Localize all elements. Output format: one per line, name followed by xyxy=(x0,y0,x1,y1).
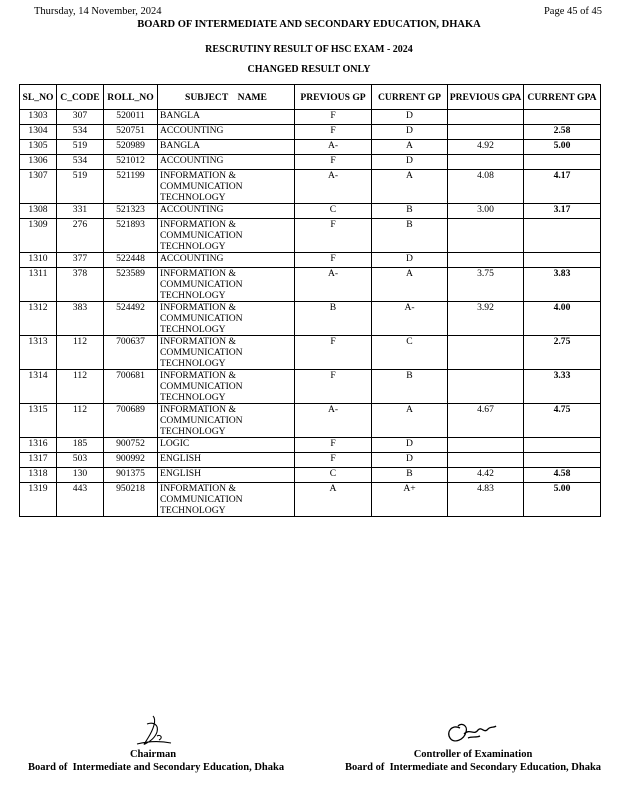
c-code-cell: 307 xyxy=(57,110,104,125)
sl-no-cell: 1311 xyxy=(20,268,57,302)
current-gp-cell: D xyxy=(372,125,448,140)
previous-gp-cell: F xyxy=(295,336,372,370)
subject-cell xyxy=(158,170,295,204)
table-header-row xyxy=(20,85,601,110)
subject-cell xyxy=(158,155,295,170)
current-gpa-cell: 5.00 xyxy=(524,483,601,517)
current-gp-cell: C xyxy=(372,336,448,370)
chairman-organization: Board of Intermediate and Secondary Education, Dhaka xyxy=(28,762,285,773)
current-gp-cell: B xyxy=(372,204,448,219)
controller-signature-icon xyxy=(438,714,508,748)
c-code-cell: 112 xyxy=(57,370,104,404)
subject-line: ACCOUNTING xyxy=(160,253,224,264)
table-row xyxy=(20,302,601,336)
previous-gp-cell: F xyxy=(295,219,372,253)
current-gpa-cell: 5.00 xyxy=(524,140,601,155)
roll-no-cell: 901375 xyxy=(104,468,158,483)
subject-line: TECHNOLOGY xyxy=(160,241,226,252)
current-gp-cell: A xyxy=(372,404,448,438)
col-subject-name: SUBJECT NAME xyxy=(158,85,295,110)
sl-no-cell: 1305 xyxy=(20,140,57,155)
subject-line: INFORMATION & xyxy=(160,219,236,230)
table-row xyxy=(20,219,601,253)
sl-no-cell: 1310 xyxy=(20,253,57,268)
subject-cell xyxy=(158,453,295,468)
previous-gp-cell: B xyxy=(295,302,372,336)
table-row xyxy=(20,370,601,404)
roll-no-cell: 700681 xyxy=(104,370,158,404)
subject-line: COMMUNICATION xyxy=(160,381,243,392)
c-code-cell: 185 xyxy=(57,438,104,453)
c-code-cell: 378 xyxy=(57,268,104,302)
col-current-gp: CURRENT GP xyxy=(372,85,448,110)
previous-gp-cell: F xyxy=(295,155,372,170)
current-gp-cell: D xyxy=(372,110,448,125)
sl-no-cell: 1303 xyxy=(20,110,57,125)
page-number: Page 45 of 45 xyxy=(543,6,602,17)
col-current-gpa: CURRENT GPA xyxy=(524,85,601,110)
previous-gp-cell: F xyxy=(295,370,372,404)
c-code-cell: 503 xyxy=(57,453,104,468)
subject-line: INFORMATION & xyxy=(160,302,236,313)
current-gpa-cell xyxy=(524,110,601,125)
table-row xyxy=(20,155,601,170)
chairman-title: Chairman xyxy=(129,749,177,760)
col-c-code: C_CODE xyxy=(57,85,104,110)
previous-gp-cell: A- xyxy=(295,268,372,302)
current-gpa-cell xyxy=(524,453,601,468)
subject-line: TECHNOLOGY xyxy=(160,426,226,437)
c-code-cell: 383 xyxy=(57,302,104,336)
table-row xyxy=(20,204,601,219)
subject-cell xyxy=(158,219,295,253)
subject-line: TECHNOLOGY xyxy=(160,392,226,403)
previous-gpa-cell xyxy=(448,253,524,268)
current-gp-cell: A- xyxy=(372,302,448,336)
current-gp-cell: A xyxy=(372,268,448,302)
previous-gp-cell: F xyxy=(295,253,372,268)
col-previous-gpa: PREVIOUS GPA xyxy=(448,85,524,110)
roll-no-cell: 700637 xyxy=(104,336,158,370)
subject-line: INFORMATION & xyxy=(160,404,236,415)
subject-cell xyxy=(158,404,295,438)
current-gp-cell: B xyxy=(372,370,448,404)
current-gp-cell: A xyxy=(372,170,448,204)
subject-line: BANGLA xyxy=(160,110,200,121)
roll-no-cell: 900752 xyxy=(104,438,158,453)
previous-gp-cell: A- xyxy=(295,404,372,438)
subject-cell xyxy=(158,140,295,155)
subject-line: BANGLA xyxy=(160,140,200,151)
roll-no-cell: 521323 xyxy=(104,204,158,219)
current-gpa-cell xyxy=(524,155,601,170)
subject-cell xyxy=(158,253,295,268)
previous-gpa-cell: 4.92 xyxy=(448,140,524,155)
roll-no-cell: 950218 xyxy=(104,483,158,517)
current-gp-cell: B xyxy=(372,468,448,483)
previous-gpa-cell xyxy=(448,336,524,370)
previous-gpa-cell xyxy=(448,155,524,170)
roll-no-cell: 520989 xyxy=(104,140,158,155)
c-code-cell: 519 xyxy=(57,140,104,155)
c-code-cell: 331 xyxy=(57,204,104,219)
subject-line: COMMUNICATION xyxy=(160,347,243,358)
previous-gpa-cell xyxy=(448,125,524,140)
subject-line: TECHNOLOGY xyxy=(160,505,226,516)
c-code-cell: 519 xyxy=(57,170,104,204)
roll-no-cell: 521893 xyxy=(104,219,158,253)
subject-cell xyxy=(158,370,295,404)
roll-no-cell: 520011 xyxy=(104,110,158,125)
sl-no-cell: 1318 xyxy=(20,468,57,483)
c-code-cell: 112 xyxy=(57,404,104,438)
roll-no-cell: 524492 xyxy=(104,302,158,336)
results-table xyxy=(19,84,601,517)
roll-no-cell: 521199 xyxy=(104,170,158,204)
result-title-suffix: EXAM - 2024 xyxy=(351,44,413,55)
col-previous-gp: PREVIOUS GP xyxy=(295,85,372,110)
subject-cell xyxy=(158,468,295,483)
c-code-cell: 130 xyxy=(57,468,104,483)
previous-gp-cell: F xyxy=(295,438,372,453)
previous-gp-cell: F xyxy=(295,125,372,140)
roll-no-cell: 700689 xyxy=(104,404,158,438)
previous-gpa-cell: 3.92 xyxy=(448,302,524,336)
current-gp-cell: A+ xyxy=(372,483,448,517)
col-sl-no: SL_NO xyxy=(20,85,57,110)
subject-cell xyxy=(158,268,295,302)
previous-gpa-cell: 4.08 xyxy=(448,170,524,204)
sl-no-cell: 1309 xyxy=(20,219,57,253)
previous-gp-cell: F xyxy=(295,110,372,125)
current-gpa-cell: 4.75 xyxy=(524,404,601,438)
table-row xyxy=(20,253,601,268)
current-gp-cell: D xyxy=(372,253,448,268)
current-gp-cell: D xyxy=(372,438,448,453)
subject-line: TECHNOLOGY xyxy=(160,192,226,203)
previous-gp-cell: C xyxy=(295,468,372,483)
table-row xyxy=(20,336,601,370)
roll-no-cell: 522448 xyxy=(104,253,158,268)
current-gp-cell: A xyxy=(372,140,448,155)
previous-gpa-cell: 3.75 xyxy=(448,268,524,302)
print-date: Thursday, 14 November, 2024 xyxy=(34,6,162,17)
table-row xyxy=(20,404,601,438)
roll-no-cell: 521012 xyxy=(104,155,158,170)
previous-gpa-cell xyxy=(448,453,524,468)
table-row xyxy=(20,453,601,468)
roll-no-cell: 523589 xyxy=(104,268,158,302)
exam-name: HSC xyxy=(330,44,352,55)
controller-title: Controller of Examination xyxy=(413,749,533,760)
previous-gp-cell: A- xyxy=(295,140,372,155)
current-gpa-cell: 3.17 xyxy=(524,204,601,219)
table-row xyxy=(20,438,601,453)
previous-gpa-cell: 3.00 xyxy=(448,204,524,219)
subject-line: TECHNOLOGY xyxy=(160,324,226,335)
table-row xyxy=(20,468,601,483)
previous-gp-cell: C xyxy=(295,204,372,219)
col-roll-no: ROLL_NO xyxy=(104,85,158,110)
chairman-signature-block xyxy=(28,714,285,774)
previous-gpa-cell xyxy=(448,438,524,453)
c-code-cell: 276 xyxy=(57,219,104,253)
subject-line: TECHNOLOGY xyxy=(160,358,226,369)
subject-line: INFORMATION & xyxy=(160,268,236,279)
c-code-cell: 112 xyxy=(57,336,104,370)
current-gpa-cell xyxy=(524,438,601,453)
subject-line: ACCOUNTING xyxy=(160,204,224,215)
sl-no-cell: 1306 xyxy=(20,155,57,170)
subject-line: COMMUNICATION xyxy=(160,181,243,192)
c-code-cell: 534 xyxy=(57,155,104,170)
controller-organization: Board of Intermediate and Secondary Education, Dhaka xyxy=(344,762,602,773)
previous-gpa-cell: 4.67 xyxy=(448,404,524,438)
sl-no-cell: 1316 xyxy=(20,438,57,453)
table-row xyxy=(20,483,601,517)
current-gpa-cell: 4.58 xyxy=(524,468,601,483)
sl-no-cell: 1317 xyxy=(20,453,57,468)
subject-cell xyxy=(158,483,295,517)
roll-no-cell: 520751 xyxy=(104,125,158,140)
subject-cell xyxy=(158,110,295,125)
current-gpa-cell: 2.58 xyxy=(524,125,601,140)
subject-line: INFORMATION & xyxy=(160,170,236,181)
subject-line: INFORMATION & xyxy=(160,370,236,381)
subject-cell xyxy=(158,302,295,336)
sl-no-cell: 1308 xyxy=(20,204,57,219)
subject-line: ENGLISH xyxy=(160,468,202,479)
table-row xyxy=(20,170,601,204)
sl-no-cell: 1315 xyxy=(20,404,57,438)
current-gpa-cell: 3.83 xyxy=(524,268,601,302)
subject-cell xyxy=(158,204,295,219)
chairman-signature-icon xyxy=(123,714,183,748)
current-gpa-cell: 2.75 xyxy=(524,336,601,370)
subject-line: ENGLISH xyxy=(160,453,202,464)
subject-cell xyxy=(158,336,295,370)
current-gp-cell: D xyxy=(372,155,448,170)
subject-line: COMMUNICATION xyxy=(160,415,243,426)
current-gp-cell: B xyxy=(372,219,448,253)
subject-line: TECHNOLOGY xyxy=(160,290,226,301)
current-gp-cell: D xyxy=(372,453,448,468)
changed-result-subtitle: CHANGED RESULT ONLY xyxy=(247,64,371,75)
current-gpa-cell: 4.17 xyxy=(524,170,601,204)
controller-signature-block xyxy=(344,714,602,774)
sl-no-cell: 1307 xyxy=(20,170,57,204)
subject-line: INFORMATION & xyxy=(160,483,236,494)
c-code-cell: 443 xyxy=(57,483,104,517)
current-gpa-cell xyxy=(524,219,601,253)
c-code-cell: 377 xyxy=(57,253,104,268)
sl-no-cell: 1319 xyxy=(20,483,57,517)
result-title-prefix: RESCRUTINY RESULT OF xyxy=(205,44,331,55)
previous-gpa-cell xyxy=(448,370,524,404)
subject-line: COMMUNICATION xyxy=(160,313,243,324)
c-code-cell: 534 xyxy=(57,125,104,140)
previous-gpa-cell xyxy=(448,219,524,253)
current-gpa-cell xyxy=(524,253,601,268)
previous-gpa-cell: 4.42 xyxy=(448,468,524,483)
subject-line: INFORMATION & xyxy=(160,336,236,347)
subject-line: COMMUNICATION xyxy=(160,230,243,241)
previous-gp-cell: F xyxy=(295,453,372,468)
roll-no-cell: 900992 xyxy=(104,453,158,468)
subject-line: COMMUNICATION xyxy=(160,494,243,505)
board-title: BOARD OF INTERMEDIATE AND SECONDARY EDUCATION, DHAKA xyxy=(137,19,481,30)
previous-gpa-cell: 4.83 xyxy=(448,483,524,517)
sl-no-cell: 1304 xyxy=(20,125,57,140)
table-row xyxy=(20,110,601,125)
current-gpa-cell: 3.33 xyxy=(524,370,601,404)
table-row xyxy=(20,125,601,140)
previous-gp-cell: A xyxy=(295,483,372,517)
sl-no-cell: 1313 xyxy=(20,336,57,370)
sl-no-cell: 1312 xyxy=(20,302,57,336)
current-gpa-cell: 4.00 xyxy=(524,302,601,336)
subject-cell xyxy=(158,125,295,140)
subject-line: COMMUNICATION xyxy=(160,279,243,290)
table-row xyxy=(20,140,601,155)
subject-line: LOGIC xyxy=(160,438,190,449)
previous-gp-cell: A- xyxy=(295,170,372,204)
previous-gpa-cell xyxy=(448,110,524,125)
subject-line: ACCOUNTING xyxy=(160,155,224,166)
sl-no-cell: 1314 xyxy=(20,370,57,404)
subject-line: ACCOUNTING xyxy=(160,125,224,136)
result-title xyxy=(0,44,618,55)
subject-cell xyxy=(158,438,295,453)
table-row xyxy=(20,268,601,302)
